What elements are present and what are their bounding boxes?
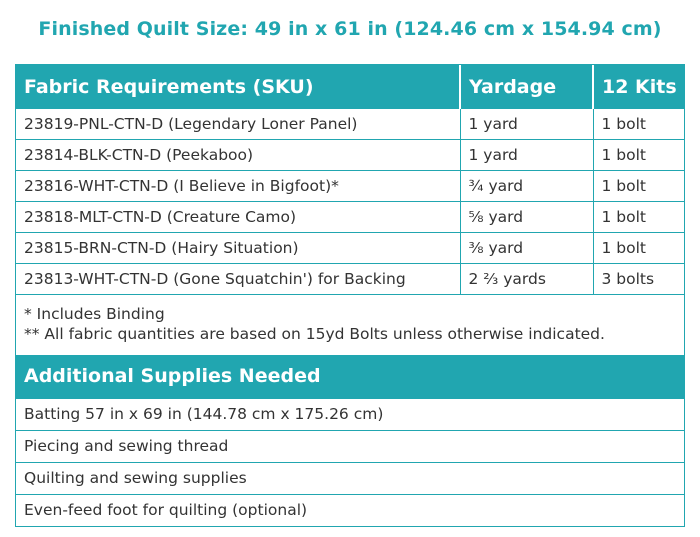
table-row bbox=[16, 233, 684, 264]
kits-cell: 1 bolt bbox=[593, 109, 684, 140]
fabric-requirements-table bbox=[16, 65, 684, 294]
list-item: Batting 57 in x 69 in (144.78 cm x 175.26 cm) bbox=[16, 398, 684, 430]
sku-cell: 23818-MLT-CTN-D (Creature Camo) bbox=[16, 202, 460, 233]
sku-column-header: Fabric Requirements (SKU) bbox=[16, 65, 460, 109]
list-item: Piecing and sewing thread bbox=[16, 430, 684, 462]
yardage-cell: ⅜ yard bbox=[460, 233, 593, 264]
kits-cell: 1 bolt bbox=[593, 171, 684, 202]
list-item: Even-feed foot for quilting (optional) bbox=[16, 494, 684, 526]
quilt-size-title: Finished Quilt Size: 49 in x 61 in (124.46 cm x 154.94 cm) bbox=[38, 18, 662, 40]
kits-cell: 1 bolt bbox=[593, 202, 684, 233]
footnotes bbox=[16, 294, 684, 355]
fabric-header-row bbox=[16, 65, 684, 109]
kits-cell: 3 bolts bbox=[593, 264, 684, 295]
table-row bbox=[16, 109, 684, 140]
table-row bbox=[16, 264, 684, 295]
sku-cell: 23815-BRN-CTN-D (Hairy Situation) bbox=[16, 233, 460, 264]
yardage-cell: ⅝ yard bbox=[460, 202, 593, 233]
bolts-footnote: ** All fabric quantities are based on 15yd Bolts unless otherwise indicated. bbox=[24, 325, 605, 343]
kits-column-header: 12 Kits bbox=[593, 65, 684, 109]
table-row bbox=[16, 140, 684, 171]
requirements-box bbox=[15, 64, 685, 527]
yardage-cell: 1 yard bbox=[460, 140, 593, 171]
kits-cell: 1 bolt bbox=[593, 140, 684, 171]
yardage-cell: 2 ⅔ yards bbox=[460, 264, 593, 295]
table-row bbox=[16, 202, 684, 233]
yardage-cell: 1 yard bbox=[460, 109, 593, 140]
binding-footnote: * Includes Binding bbox=[24, 305, 165, 323]
table-row bbox=[16, 171, 684, 202]
supplies-header: Additional Supplies Needed bbox=[16, 355, 684, 398]
sku-cell: 23814-BLK-CTN-D (Peekaboo) bbox=[16, 140, 460, 171]
sku-cell: 23813-WHT-CTN-D (Gone Squatchin') for Backing bbox=[16, 264, 460, 295]
sku-cell: 23819-PNL-CTN-D (Legendary Loner Panel) bbox=[16, 109, 460, 140]
sku-cell: 23816-WHT-CTN-D (I Believe in Bigfoot)* bbox=[16, 171, 460, 202]
kits-cell: 1 bolt bbox=[593, 233, 684, 264]
yardage-cell: ¾ yard bbox=[460, 171, 593, 202]
yardage-column-header: Yardage bbox=[460, 65, 593, 109]
list-item: Quilting and sewing supplies bbox=[16, 462, 684, 494]
